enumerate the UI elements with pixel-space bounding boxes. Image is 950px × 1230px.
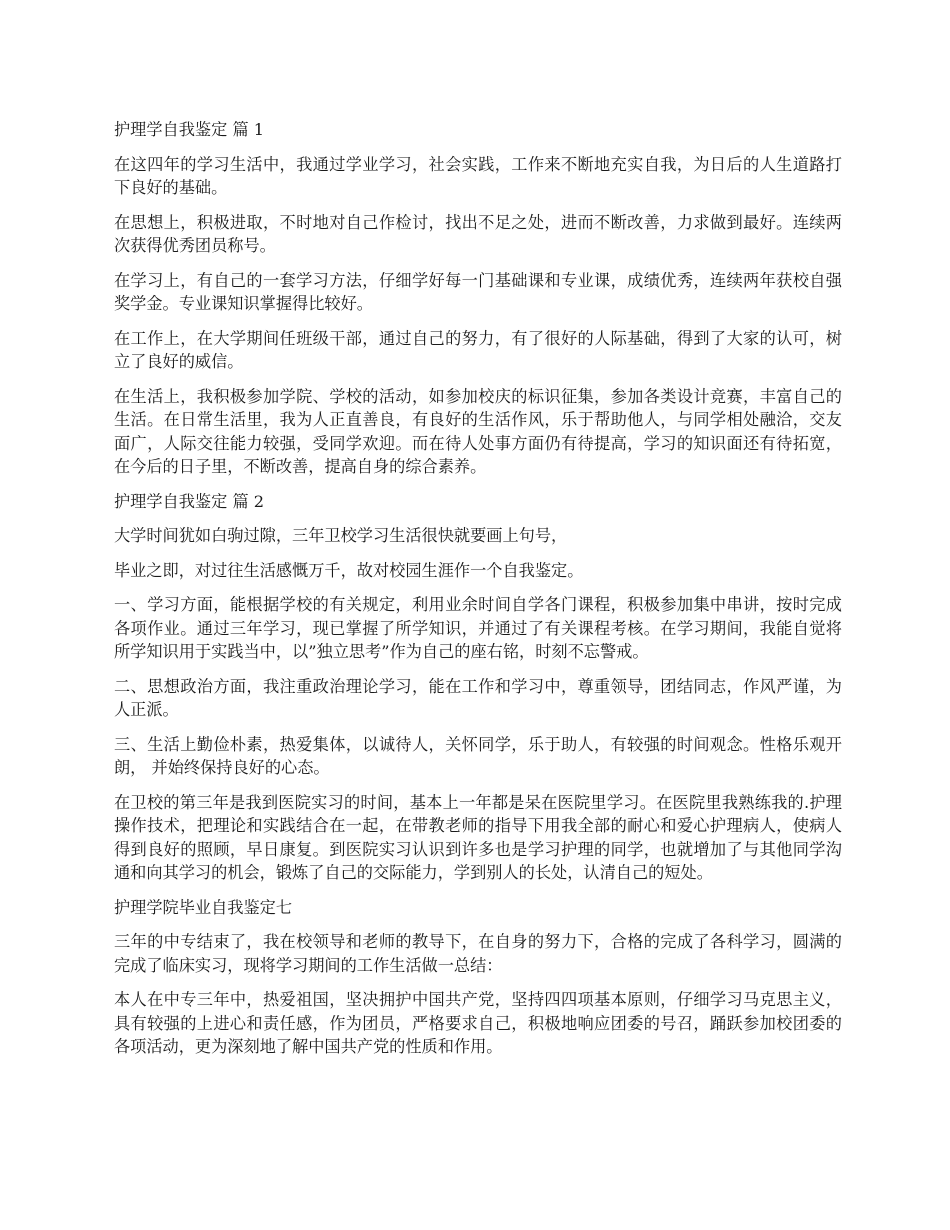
section-heading: 护理学自我鉴定 篇 1 (114, 120, 265, 139)
document-page (114, 118, 842, 1070)
paragraph: 在思想上，积极进取，不时地对自己作检讨，找出不足之处，进而不断改善，力求做到最好。连续两次获得优秀团员称号。 (114, 212, 842, 255)
paragraph: 大学时间犹如白驹过隙，三年卫校学习生活很快就要画上句号， (114, 526, 568, 545)
paragraph: 在学习上，有自己的一套学习方法，仔细学好每一门基础课和专业课，成绩优秀，连续两年获校自强奖学金。专业课知识掌握得比较好。 (114, 270, 842, 313)
paragraph: 毕业之即，对过往生活感慨万千，故对校园生涯作一个自我鉴定。 (114, 560, 584, 580)
paragraph: 三、生活上勤俭朴素，热爱集体，以诚待人，关怀同学，乐于助人，有较强的时间观念。性格乐观开朗， 并始终保持良好的心态。 (114, 734, 842, 777)
paragraph: 在卫校的第三年是我到医院实习的时间，基本上一年都是呆在医院里学习。在医院里我熟练我的.护理操作技术，把理论和实践结合在一起，在带教老师的指导下用我全部的耐心和爱心护理病人，使病人得到良好的照顾，早日康复。到医院实习认识到许多也是学习护理的同学，也就增加了与其他同学沟通和向其学习的机会，锻炼了自己的交际能力，学到别人的长处，认清自己的短处。 (114, 792, 842, 882)
section-heading: 护理学院毕业自我鉴定七 (114, 897, 293, 917)
paragraph: 本人在中专三年中，热爱祖国，坚决拥护中国共产党，坚持四四项基本原则，仔细学习马克思主义，具有较强的上进心和责任感，作为团员，严格要求自己，积极地响应团委的号召，踊跃参加校团委的各项活动，更为深刻地了解中国共产党的性质和作用。 (114, 990, 842, 1056)
paragraph: 三年的中专结束了，我在校领导和老师的教导下，在自身的努力下，合格的完成了各科学习，圆满的完成了临床实习，现将学习期间的工作生活做一总结： (114, 932, 842, 975)
paragraph: 在工作上，在大学期间任班级干部，通过自己的努力，有了很好的人际基础，得到了大家的认可，树立了良好的威信。 (114, 328, 842, 371)
paragraph: 在这四年的学习生活中，我通过学业学习，社会实践，工作来不断地充实自我，为日后的人生道路打下良好的基础。 (114, 154, 842, 197)
paragraph: 在生活上，我积极参加学院、学校的活动，如参加校庆的标识征集，参加各类设计竞赛，丰富自己的生活。在日常生活里，我为人正直善良，有良好的生活作风，乐于帮助他人，与同学相处融洽，交友面广，人际交往能力较强，受同学欢迎。而在待人处事方面仍有待提高，学习的知识面还有待拓宽，在今后的日子里，不断改善，提高自身的综合素养。 (114, 386, 842, 476)
paragraph: 一、学习方面，能根据学校的有关规定，利用业余时间自学各门课程，积极参加集中串讲，按时完成各项作业。通过三年学习，现已掌握了所学知识，并通过了有关课程考核。在学习期间，我能自觉将所学知识用于实践当中，以”独立思考”作为自己的座右铭，时刻不忘警戒。 (114, 595, 842, 661)
paragraph: 二、思想政治方面，我注重政治理论学习，能在工作和学习中，尊重领导，团结同志，作风严谨，为人正派。 (114, 676, 842, 719)
section-heading: 护理学自我鉴定 篇 2 (114, 491, 265, 511)
